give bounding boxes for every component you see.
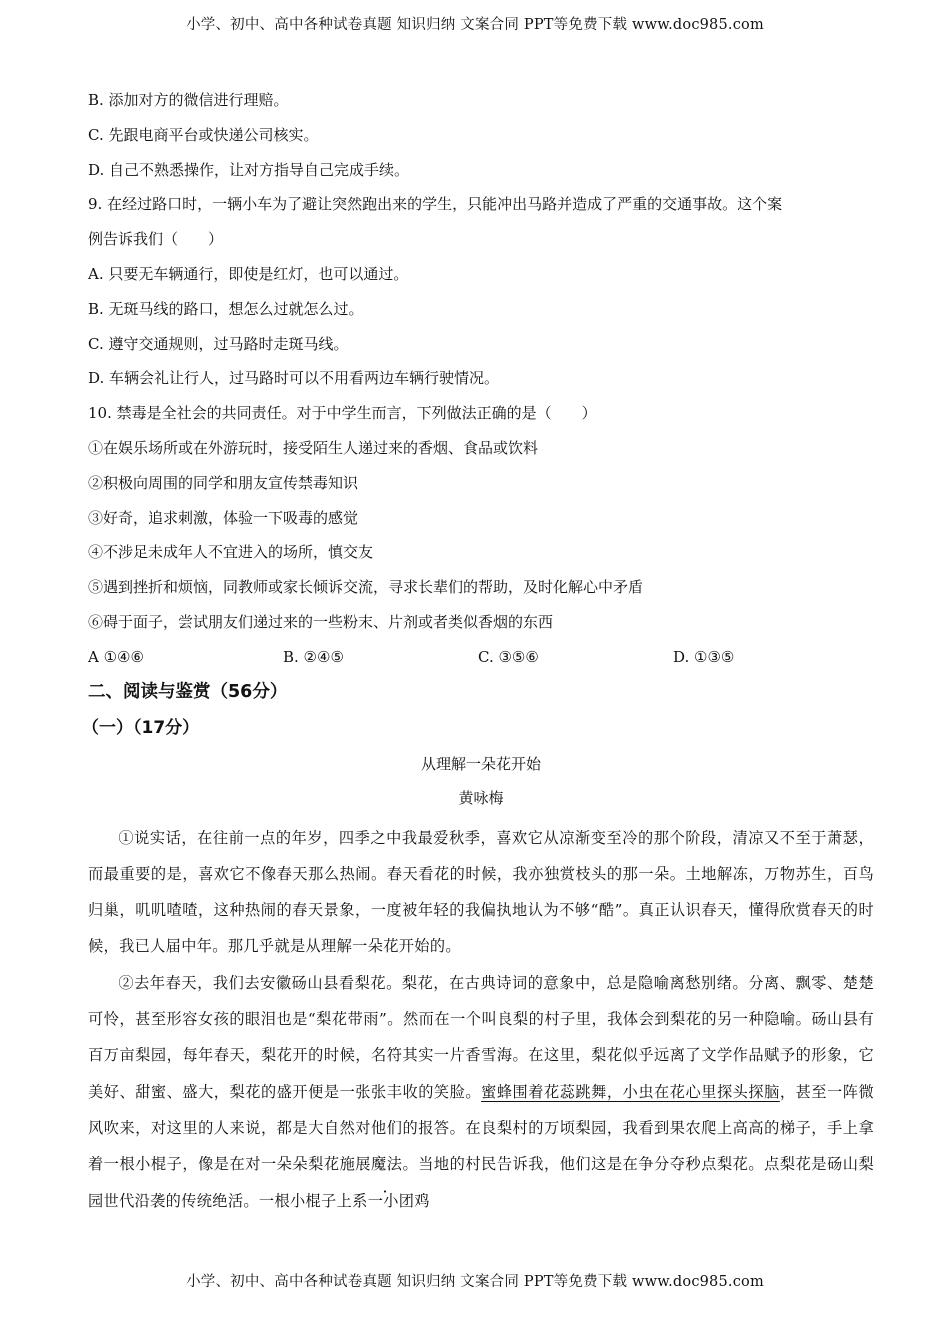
- underlined-sentence: 蜜蜂围着花蕊跳舞，小虫在花心里探头探脑: [481, 1082, 780, 1101]
- q9-stem-line2: 例告诉我们（ ）: [88, 230, 224, 249]
- article-author: 黄咏梅: [458, 788, 504, 807]
- article-title: 从理解一朵花开始: [420, 754, 541, 773]
- q9-option-b: B. 无斑马线的路口，想怎么过就怎么过。: [88, 299, 364, 318]
- article-paragraph-2: [88, 965, 874, 1219]
- q8-option-b: B. 添加对方的微信进行理赔。: [88, 91, 289, 109]
- q10-item-1: ①在娱乐场所或在外游玩时，接受陌生人递过来的香烟、食品或饮料: [88, 438, 539, 457]
- q8-option-d: D. 自己不熟悉操作，让对方指导自己完成手续。: [88, 160, 410, 179]
- q10-option-a: A ①④⑥: [88, 647, 144, 666]
- dotted-character: 系: [352, 1191, 368, 1210]
- q9-option-a: A. 只要无车辆通行，即使是红灯，也可以通过。: [88, 264, 409, 283]
- paragraph-2-text-b: ，甚至一阵微风吹来，对这里的人来说，都是大自然对他们的报答。在良梨村的万顷梨园，我看到果农爬上高高的梯子，手上拿着一根小棍子，像是在对一朵朵梨花施展魔法。当地的村民告诉我，他们这是在争分夺秒点梨花。点梨花是砀山梨园世代沿袭的传统绝活。一根小棍子上: [88, 1082, 874, 1210]
- document-body: [82, 88, 874, 1219]
- q9-stem-line1: 9. 在经过路口时，一辆小车为了避让突然跑出来的学生，只能冲出马路并造成了严重的交通事故。这个案: [88, 195, 783, 214]
- paragraph-2-text-a: ②去年春天，我们去安徽砀山县看梨花。梨花，在古典诗词的意象中，总是隐喻离愁别绪。分离、飘零、楚楚可怜，甚至形容女孩的眼泪也是“梨花带雨”。然而在一个叫良梨的村子里，我体会到梨花的另一种隐喻。砀山县有百万亩梨园，每年春天，梨花开的时候，名符其实一片香雪海。在这里，梨花似乎远离了文学作品赋予的形象，它美好、甜蜜、盛大，梨花的盛开便是一张张丰收的笑脸。: [88, 973, 874, 1101]
- page-header: 小学、初中、高中各种试卷真题 知识归纳 文案合同 PPT等免费下载 www.doc985.com: [186, 17, 764, 33]
- q10-item-2: ②积极向周围的同学和朋友宣传禁毒知识: [88, 473, 359, 492]
- q10-options: [88, 645, 874, 680]
- page-footer: 小学、初中、高中各种试卷真题 知识归纳 文案合同 PPT等免费下载 www.doc985.com: [186, 1274, 764, 1290]
- q9-option-d: D. 车辆会礼让行人，过马路时可以不用看两边车辆行驶情况。: [88, 369, 500, 388]
- part-title: （一）（17分）: [82, 717, 200, 738]
- q8-option-c: C. 先跟电商平台或快递公司核实。: [88, 125, 319, 144]
- section-title: 二、阅读与鉴赏（56分）: [88, 681, 288, 702]
- q10-item-4: ④不涉足未成年人不宜进入的场所，慎交友: [88, 543, 374, 562]
- q10-option-b: B. ②④⑤: [283, 647, 344, 666]
- q10-option-c: C. ③⑤⑥: [478, 647, 539, 666]
- paragraph-2-text-c: 一小团鸡: [367, 1191, 430, 1210]
- q10-item-3: ③好奇，追求刺激，体验一下吸毒的感觉: [88, 508, 359, 527]
- q10-option-d: D. ①③⑤: [673, 647, 735, 666]
- article-paragraph-1: ①说实话，在往前一点的年岁，四季之中我最爱秋季，喜欢它从凉渐变至冷的那个阶段，清凉又不至于萧瑟，而最重要的是，喜欢它不像春天那么热闹。春天看花的时候，我亦独赏枝头的那一朵。土地解冻，万物苏生，百鸟归巢，叽叽喳喳，这种热闹的春天景象，一度被年轻的我偏执地认为不够“酷”。真正认识春天，懂得欣赏春天的时候，我已人届中年。那几乎就是从理解一朵花开始的。: [88, 828, 874, 956]
- q9-option-c: C. 遵守交通规则，过马路时走斑马线。: [88, 334, 349, 353]
- q10-item-6: ⑥碍于面子，尝试朋友们递过来的一些粉末、片剂或者类似香烟的东西: [88, 612, 554, 631]
- q10-stem: 10. 禁毒是全社会的共同责任。对于中学生而言，下列做法正确的是（ ）: [88, 404, 597, 423]
- q10-item-5: ⑤遇到挫折和烦恼，同教师或家长倾诉交流，寻求长辈们的帮助，及时化解心中矛盾: [88, 578, 644, 597]
